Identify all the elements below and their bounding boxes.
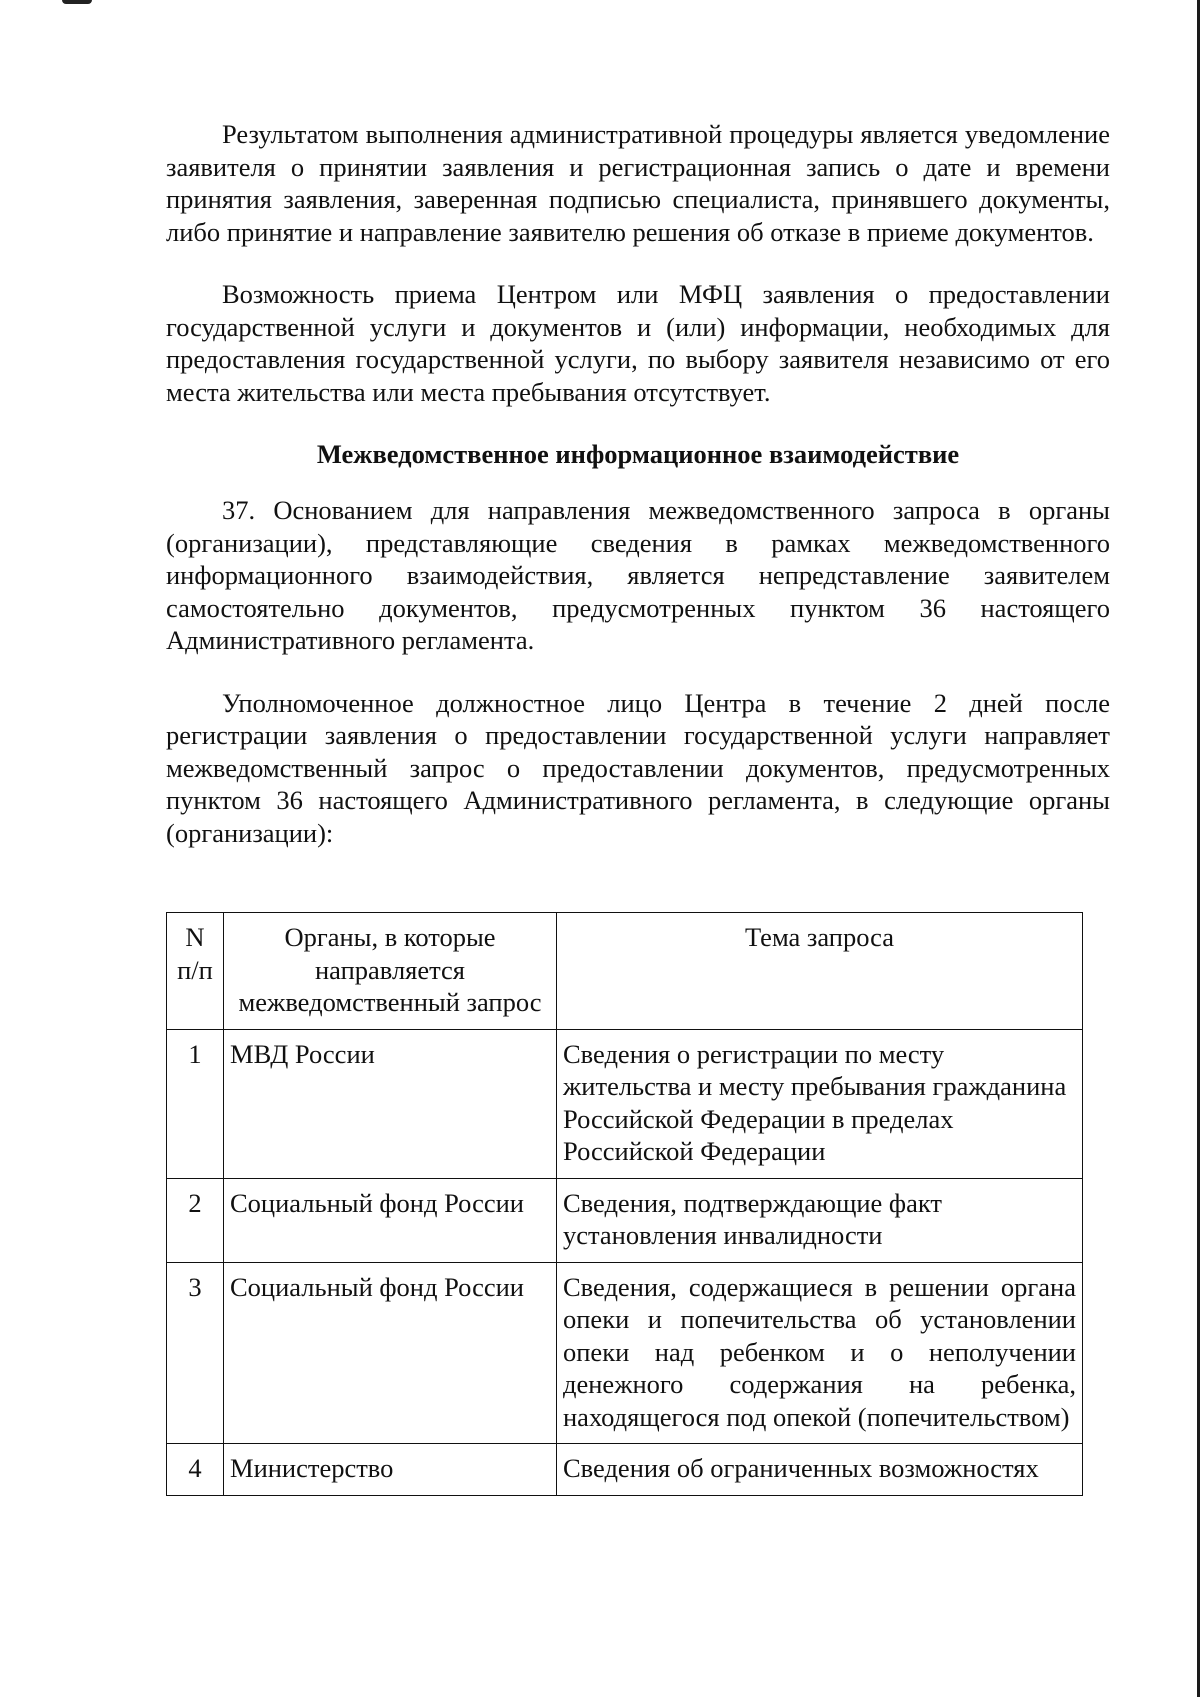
document-body: [166, 118, 1110, 879]
table-row: [167, 1029, 1083, 1178]
paragraph-result: Результатом выполнения административной процедуры является уведомление заявителя о принятии заявления и регистрационная запись о дате и времени принятия заявления, заверенная подписью специалиста, принявшего документы, либо принятие и направление заявителю решения об отказе в приеме документов.: [166, 119, 1110, 247]
scan-artifact: [62, 0, 92, 4]
row-topic: Сведения об ограниченных возможностях: [557, 1444, 1083, 1496]
table-row: [167, 1262, 1083, 1444]
row-topic: Сведения, содержащиеся в решении органа опеки и попечительства об установлении опеки над ребенком и о неполучении денежного содержания на ребенка, находящегося под опекой (попечительством): [557, 1262, 1083, 1444]
row-organ: Министерство: [224, 1444, 557, 1496]
row-number: 1: [167, 1029, 224, 1178]
paragraph-37: 37. Основанием для направления межведомственного запроса в органы (организации), представляющие сведения в рамках межведомственного информационного взаимодействия, является непредставление заявителем самостоятельно документов, предусмотренных пунктом 36 настоящего Административного регламента.: [166, 495, 1110, 655]
header-number: N п/п: [167, 913, 224, 1030]
row-organ: Социальный фонд России: [224, 1178, 557, 1262]
paragraph-possibility: Возможность приема Центром или МФЦ заявления о предоставлении государственной услуги и документов и (или) информации, необходимых для предоставления государственной услуги, по выбору заявителя независимо от его места жительства или места пребывания отсутствует.: [166, 279, 1110, 407]
paragraph-authorized-person: Уполномоченное должностное лицо Центра в течение 2 дней после регистрации заявления о предоставлении государственной услуги направляет межведомственный запрос о предоставлении документов, предусмотренных пунктом 36 настоящего Административного регламента, в следующие органы (организации):: [166, 687, 1110, 848]
table-header-row: [167, 913, 1083, 1030]
section-title: Межведомственное информационное взаимодействие: [316, 439, 960, 469]
row-topic: Сведения о регистрации по месту жительства и месту пребывания гражданина Российской Федерации в пределах Российской Федерации: [557, 1029, 1083, 1178]
row-organ: МВД России: [224, 1029, 557, 1178]
header-topic: Тема запроса: [557, 913, 1083, 1030]
table-row: [167, 1444, 1083, 1496]
requests-table: [166, 912, 1083, 1496]
row-topic: Сведения, подтверждающие факт установления инвалидности: [557, 1178, 1083, 1262]
row-number: 3: [167, 1262, 224, 1444]
row-number: 2: [167, 1178, 224, 1262]
row-organ: Социальный фонд России: [224, 1262, 557, 1444]
row-number: 4: [167, 1444, 224, 1496]
header-organ: Органы, в которые направляется межведомственный запрос: [224, 913, 557, 1030]
table-row: [167, 1178, 1083, 1262]
